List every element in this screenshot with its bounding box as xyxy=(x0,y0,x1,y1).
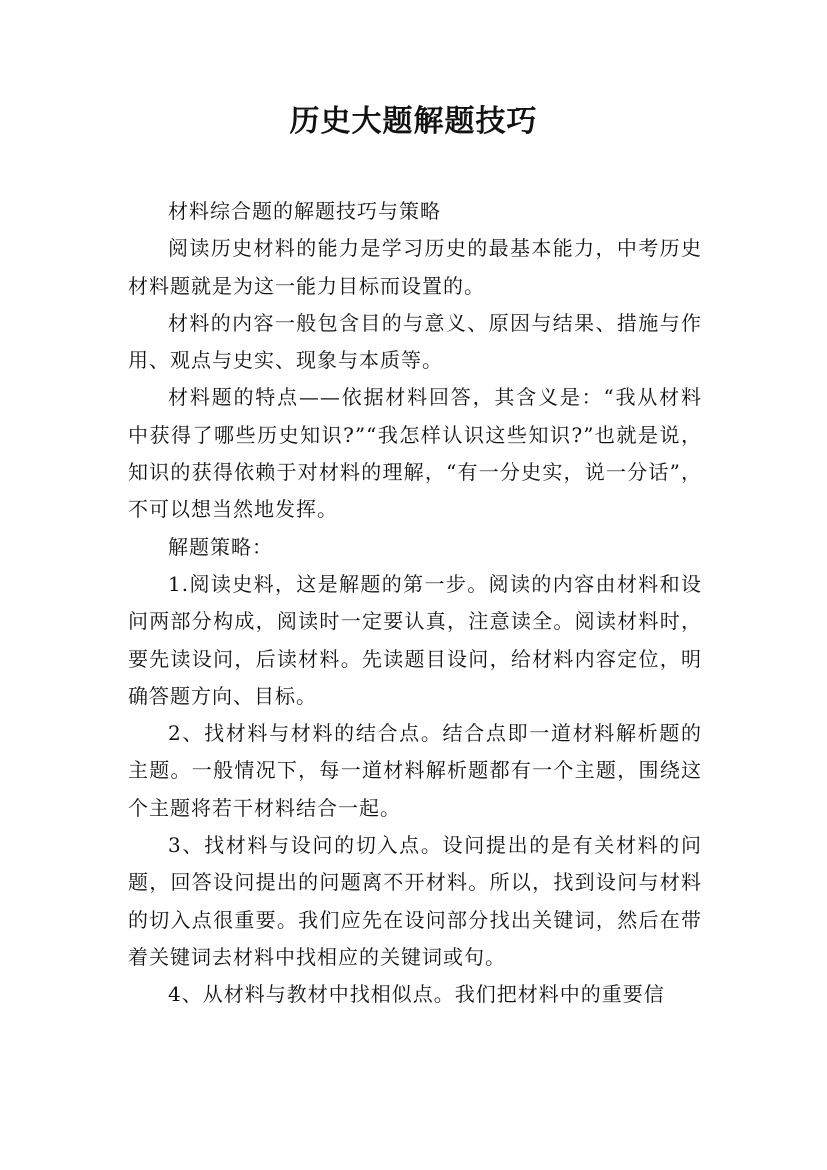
paragraph: 3、找材料与设问的切入点。设问提出的是有关材料的问题，回答设问提出的问题离不开材料。所以，找到设问与材料的切入点很重要。我们应先在设问部分找出关键词，然后在带着关键词去材料中找相应的关键词或句。 xyxy=(128,833,702,969)
paragraph-subheading: 解题策略： xyxy=(168,534,273,559)
paragraph: 材料的内容一般包含目的与意义、原因与结果、措施与作用、观点与史实、现象与本质等。 xyxy=(128,310,702,373)
paragraph: 阅读历史材料的能力是学习历史的最基本能力，中考历史材料题就是为这一能力目标而设置的。 xyxy=(128,236,702,298)
paragraph: 1.阅读史料，这是解题的第一步。阅读的内容由材料和设问两部分构成，阅读时一定要认真，注意读全。阅读材料时，要先读设问，后读材料。先读题目设问，给材料内容定位，明确答题方向、目标。 xyxy=(128,571,702,708)
paragraph: 2、找材料与材料的结合点。结合点即一道材料解析题的主题。一般情况下，每一道材料解析题都有一个主题，围绕这个主题将若干材料结合一起。 xyxy=(128,721,702,820)
paragraph-heading: 材料综合题的解题技巧与策略 xyxy=(168,199,441,223)
document-title: 历史大题解题技巧 xyxy=(289,104,538,139)
paragraph: 4、从材料与教材中找相似点。我们把材料中的重要信 xyxy=(168,982,665,1007)
document-body xyxy=(128,193,702,1014)
paragraph: 材料题的特点——依据材料回答，其含义是：“我从材料中获得了哪些历史知识?”“我怎样认识这些知识?”也就是说，知识的获得依赖于对材料的理解，“有一分史实，说一分话”，不可以想当然地发挥。 xyxy=(128,385,702,522)
